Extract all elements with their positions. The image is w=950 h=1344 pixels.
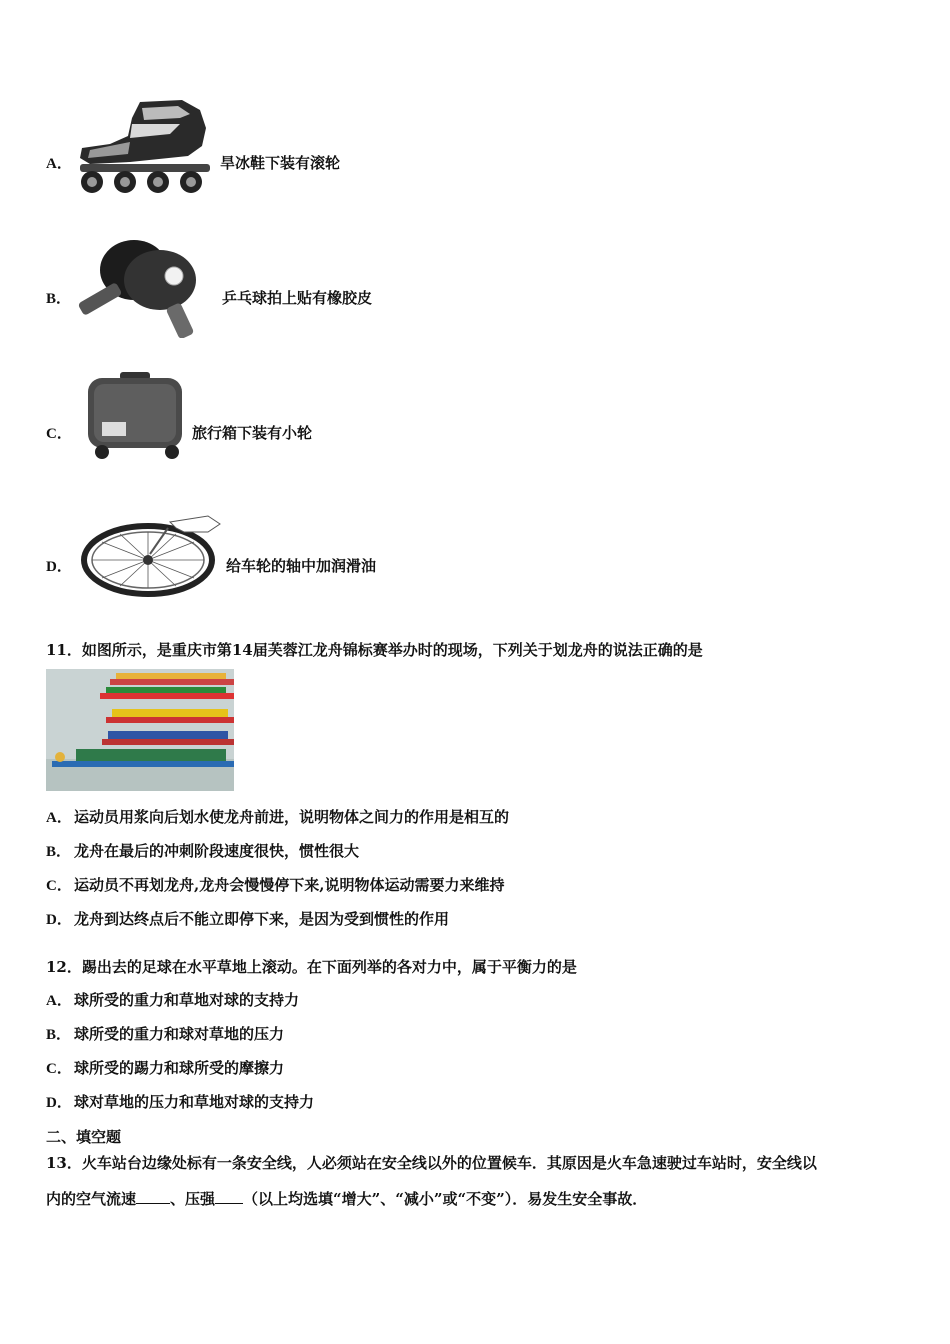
suitcase-icon <box>84 372 188 460</box>
option-letter: C． <box>46 426 72 442</box>
option-text: 球所受的重力和草地对球的支持力 <box>74 991 300 1009</box>
option-letter: A． <box>46 810 72 826</box>
option-letter: A． <box>46 993 72 1009</box>
option-letter: D． <box>46 559 72 575</box>
dragon-boat-photo <box>46 669 234 791</box>
question-line-1: 13．火车站台边缘处标有一条安全线，人必须站在安全线以外的位置候车．其原因是火车急速驶过车站时，安全线以 <box>46 1154 817 1172</box>
option-letter: B． <box>46 1027 72 1043</box>
option-text: 旅行箱下装有小轮 <box>192 424 313 442</box>
dragon-boat <box>106 709 234 723</box>
option-letter: C． <box>46 1061 72 1077</box>
question-stem: 12．踢出去的足球在水平草地上滚动。在下面列举的各对力中，属于平衡力的是 <box>46 958 577 976</box>
option-text: 球所受的踢力和球所受的摩擦力 <box>74 1059 285 1077</box>
option-text: 球所受的重力和球对草地的压力 <box>74 1025 285 1043</box>
option-text: 龙舟到达终点后不能立即停下来，是因为受到惯性的作用 <box>74 910 450 928</box>
dragon-boat <box>110 673 234 685</box>
dragon-boat <box>102 731 234 745</box>
ping-pong-paddles-icon <box>74 234 214 338</box>
line-2-text-c: （以上均选填“增大”、“减小”或“不变”）．易发生安全事故． <box>243 1190 648 1208</box>
inline-skate-icon <box>70 98 218 196</box>
section-title: 二、填空题 <box>46 1128 122 1146</box>
option-text: 给车轮的轴中加润滑油 <box>226 557 377 575</box>
answer-blank-flow-speed[interactable] <box>136 1189 170 1204</box>
question-stem: 11．如图所示，是重庆市第14届芙蓉江龙舟锦标赛举办时的现场，下列关于划龙舟的说法正确的是 <box>46 641 703 659</box>
option-text: 旱冰鞋下装有滚轮 <box>220 154 341 172</box>
option-text: 球对草地的压力和草地对球的支持力 <box>74 1093 315 1111</box>
option-letter: D． <box>46 912 72 928</box>
option-letter: B． <box>46 291 72 307</box>
option-text: 运动员用浆向后划水使龙舟前进，说明物体之间力的作用是相互的 <box>74 808 510 826</box>
option-text: 运动员不再划龙舟,龙舟会慢慢停下来,说明物体运动需要力来维持 <box>74 876 505 894</box>
dragon-boat <box>52 749 234 767</box>
bicycle-wheel-icon <box>80 514 224 598</box>
line-2-text-a: 内的空气流速 <box>46 1190 137 1208</box>
option-letter: B． <box>46 844 72 860</box>
option-text: 龙舟在最后的冲刺阶段速度很快，惯性很大 <box>74 842 360 860</box>
option-letter: C． <box>46 878 72 894</box>
option-letter: A． <box>46 156 72 172</box>
dragon-boat <box>100 687 234 699</box>
option-text: 乒乓球拍上贴有橡胶皮 <box>222 289 373 307</box>
option-letter: D． <box>46 1095 72 1111</box>
answer-blank-pressure[interactable] <box>215 1189 243 1204</box>
question-line-2 <box>46 1188 647 1209</box>
line-2-text-b: 、压强 <box>170 1190 216 1208</box>
